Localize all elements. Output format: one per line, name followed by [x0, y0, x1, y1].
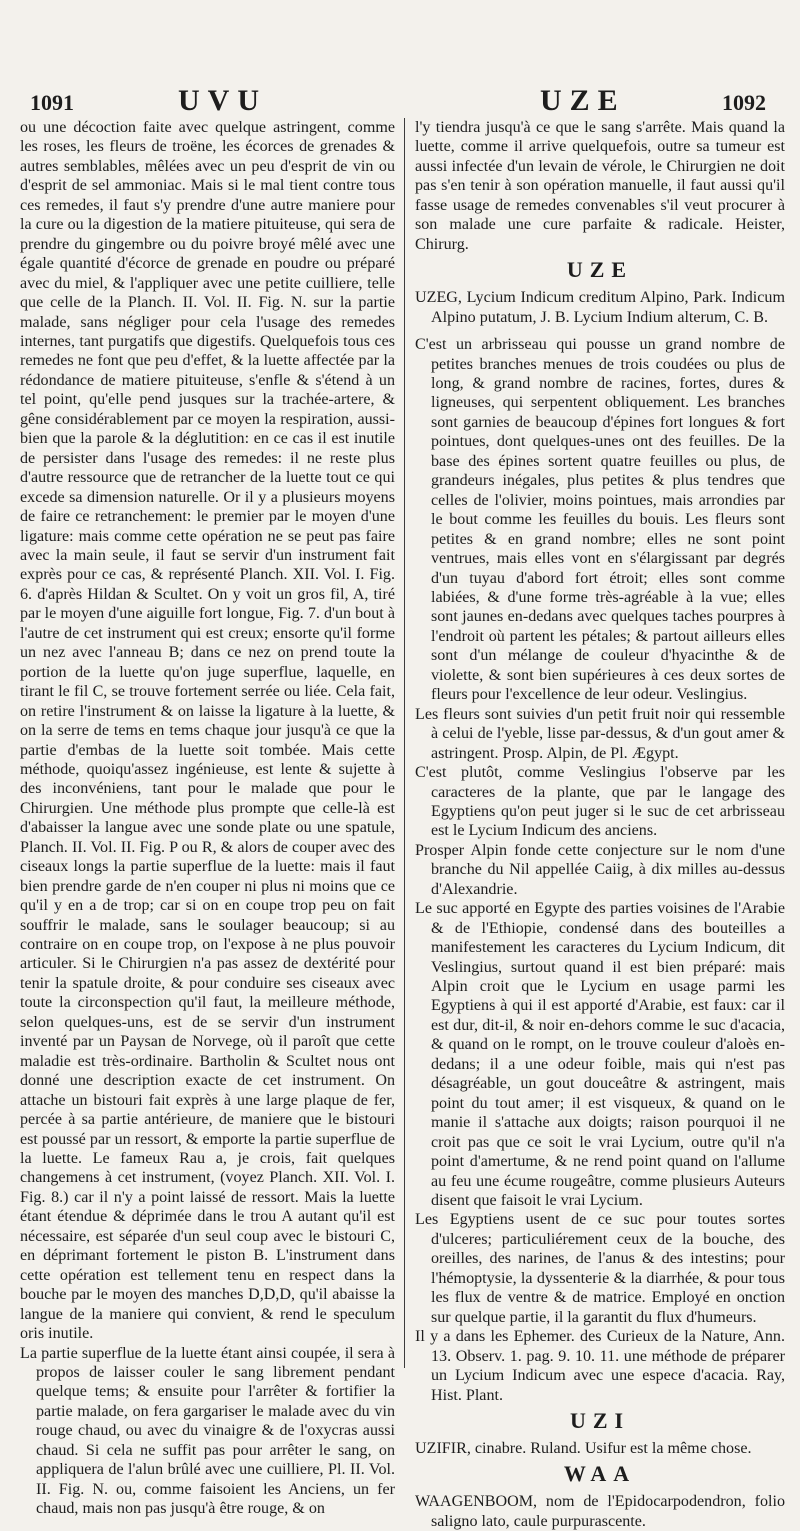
- uzeg-paragraph-5: Le suc apporté en Egypte des parties voisines de l'Arabie & de l'Ethiopie, condensé dans des bouteilles a manifestement les caracteres du Lycium Indicum, dit Veslingius, surtout quand il est bien préparé: mais Alpin croit que le Lycium en usage parmi les Egyptiens à qui il est apporté d'Arabie, est faux: car il est dur, dit-il, & noir en-dehors comme le suc d'acacia, & quand on le rompt, on le trouve couleur d'aloès en-dedans; il a une odeur foible, mais qui n'est pas désagréable, un gout douceâtre & astringent, mais point du tout amer; il est visqueux, & quand on le manie il s'attache aux doigts; raison pourquoi il ne croit pas que ce soit le vrai Lycium, outre qu'il n'a point d'amertume, & ne rend point quand on l'allume au feu une écume rougeâtre, comme plusieurs Auteurs disent que faisoit le vrai Lycium.: [415, 900, 785, 1210]
- entry-uzifir: UZIFIR, cinabre. Ruland. Usifur est la même chose.: [415, 1440, 752, 1457]
- uzeg-paragraph-2: Les fleurs sont suivies d'un petit fruit noir qui ressemble à celui de l'yeble, lisse par-dessus, & d'un gout amer & astringent. Prosp. Alpin, de Pl. Ægypt.: [415, 705, 785, 762]
- page-header: [0, 84, 800, 116]
- section-heading-uzi: UZI: [569, 1408, 631, 1433]
- column-divider: [404, 118, 405, 1368]
- right-page-number: 1092: [722, 90, 766, 115]
- uzeg-paragraph-4: Prosper Alpin fonde cette conjecture sur le nom d'une branche du Nil appellée Caiig, à dix milles au-dessus d'Alexandrie.: [415, 841, 785, 898]
- section-heading-waa: WAA: [563, 1461, 637, 1487]
- continuation-paragraph: l'y tiendra jusqu'à ce que le sang s'arrête. Mais quand la luette, comme il arrive quelquefois, outre sa tumeur est aussi infectée d'un levain de vérole, le Chirurgien ne doit pas s'en tenir à son opération manuelle, il faut aussi qu'il fasse usage de remedes convenables s'il veut procurer à son malade une cure parfaite & radicale. Heister, Chirurg.: [415, 119, 785, 253]
- left-running-head: UVU: [178, 84, 267, 117]
- entry-uzeg: UZEG, Lycium Indicum creditum Alpino, Park. Indicum Alpino putatum, J. B. Lycium Indium alterum, C. B.: [415, 289, 785, 326]
- left-paragraph-1: ou une décoction faite avec quelque astringent, comme les roses, les fleurs de troëne, les écorces de grenades & autres semblables, mêlées avec un peu d'esprit de vin ou d'esprit de sel ammoniac. Mais si le mal tient contre tous ces remedes, il faut s'y prendre d'une autre maniere pour la cure ou la digestion de la matiere pituiteuse, qui sera de prendre du gingembre ou du poivre broyé mêlé avec une égale quantité d'écorce de grenade en poudre ou préparé avec du miel, & l'appliquer avec une petite cuilliere, telle que celle de la Planch. II. Vol. II. Fig. N. sur la partie malade, sans négliger pour cela l'usage des remedes internes, tant purgatifs que digestifs. Quelquefois tous ces remedes ne font que peu d'effet, & la luette affectée par la rédondance de matiere pituiteuse, s'enfle & s'étend à un tel point, qu'elle pend jusques sur la trachée-artere, & gêne considérablement par ce moyen la respiration, aussi-bien que la parole & la déglutition: en ce cas il est inutile de persister dans l'usage des remedes: il ne reste plus d'autre ressource que de retrancher de la luette tout ce qui excede sa dimension naturelle. Or il y a plusieurs moyens de faire ce retranchement: le premier par le moyen d'une ligature: mais comme cette opération ne se peut pas faire avec la main seule, il faut se servir d'un instrument fait exprès pour ce cas, & représenté Planch. XII. Vol. I. Fig. 6. d'après Hildan & Scultet. On y voit un gros fil, A, tiré par le moyen d'une aiguille fort longue, Fig. 7. d'un bout à l'autre de cet instrument qui est creux; ensorte qu'il forme un nez avec l'anneau B; dans ce nez on prend toute la portion de la luette qu'on juge superflue, laquelle, en tirant le fil C, se trouve fortement serrée ou liée. Cela fait, on retire l'instrument & on laisse la ligature à la luette, & on la serre de tems en tems chaque jour jusqu'à ce que la partie d'embas de la luette soit tombée. Mais cette méthode, quoiqu'assez ingénieuse, est lente & sujette à des inconvéniens, tant pour le malade que pour le Chirurgien. Une méthode plus prompte que celle-là est d'abaisser la langue avec une sonde plate ou une spatule, Planch. II. Vol. II. Fig. P ou R, & alors de couper avec des ciseaux longs la partie superflue de la luette: mais il faut bien prendre garde de n'en couper ni plus ni moins que ce qu'il y en a de trop; car si on en coupe trop peu on fait souffrir le malade, sans le soulager beaucoup; si au contraire on en coupe trop, on l'expose à ne plus pouvoir articuler. Si le Chirurgien n'a pas assez de dextérité pour tenir la spatule droite, & pour conduire ses ciseaux avec toute la circonspection qu'il faut, la meilleure méthode, selon quelques-uns, est de se servir d'un instrument inventé par un Paysan de Norvege, où il paroît que cette maladie est très-ordinaire. Bartholin & Scultet nous ont donné une description exacte de cet instrument. On attache un bistouri fait exprès à une large plaque de fer, percée à sa partie antérieure, de maniere que le bistouri est poussé par un ressort, & emporte la partie superflue de la luette. Le fameux Rau a, je crois, fait quelques changemens à cet instrument, (voyez Planch. XII. Vol. I. Fig. 8.) car il n'y a point laissé de ressort. Mais la luette étant étendue & déprimée dans le trou A autant qu'il est nécessaire, est séparée d'un seul coup avec le bistouri C, en déprimant fortement le piston B. L'instrument dans cette opération est tellement tenu en respect dans la bouche par le moyen des manches D,D,D, qu'il abaisse la langue de la maniere qui convient, & rend le speculum oris inutile.: [20, 119, 395, 1343]
- left-column: [20, 118, 395, 1519]
- left-page-number: 1091: [30, 90, 74, 115]
- uzeg-paragraph-3: C'est plutôt, comme Veslingius l'observe par les caracteres de la plante, que par le langage des Egyptiens qu'on peut juger si le suc de cet arbrisseau est le Lycium Indicum des anciens.: [415, 764, 785, 840]
- uzeg-paragraph-6: Les Egyptiens usent de ce suc pour toutes sortes d'ulceres; particuliérement ceux de la bouche, des oreilles, des narines, de l'anus & des intestins; pour l'hémoptysie, la dyssenterie & la diarrhée, & pour tous les flux de ventre & de matrice. Employé en onction sur quelque partie, il la garantit du flux d'humeurs.: [415, 1211, 785, 1326]
- uzeg-paragraph-1: C'est un arbrisseau qui pousse un grand nombre de petites branches menues de trois coudées ou plus de long, & grand nombre de racines, fortes, dures & ligneuses, qui serpentent obliquement. Les branches sont garnies de beaucoup d'épines fort longues & fort pointues, dont quelques-unes ont des feuilles. De la base des épines sortent quatre feuilles ou plus, de grandeurs inégales, plus petites & plus tendres que celles de l'olivier, moins pointues, mais arrondies par le bout comme les feuilles du bouis. Les fleurs sont petites & en grand nombre; elles ne sont point ventrues, mais elles vont en s'élargissant par degrés d'un tuyau d'abord fort étroit; elles sont comme labiées, & d'une forme très-agréable à la vue; elles sont jaunes en-dedans avec quelques taches pourpres à l'endroit où partent les pétales; & partout ailleurs elles sont d'un mélange de couleur d'hyacinthe & de violette, & sont bien supérieures à ces deux sortes de fleurs pour l'excellence de leur odeur. Veslingius.: [415, 336, 785, 704]
- uzeg-paragraph-7: Il y a dans les Ephemer. des Curieux de la Nature, Ann. 13. Observ. 1. pag. 9. 10. 11. une méthode de préparer un Lycium Indicum avec une espece d'acacia. Ray, Hist. Plant.: [415, 1328, 785, 1404]
- section-heading-uze: UZE: [566, 257, 634, 283]
- entry-waagenboom: WAAGENBOOM, nom de l'Epidocarpodendron, folio saligno lato, caule purpurascente.: [415, 1493, 785, 1530]
- left-paragraph-2: La partie superflue de la luette étant ainsi coupée, il sera à propos de laisser couler le sang librement pendant quelque tems; & ensuite pour l'arrêter & fortifier la partie malade, on fera gargariser le malade avec du vin rouge chaud, ou avec du vinaigre & de l'oxycras aussi chaud. Si cela ne suffit pas pour arrêter le sang, on appliquera de l'alun brûlé avec une cuilliere, Pl. II. Vol. II. Fig. N. ou, comme faisoient les Anciens, un fer chaud, mais non pas jusqu'à être rouge, & on: [20, 1344, 395, 1518]
- right-running-head: UZE: [540, 84, 626, 117]
- right-column: [415, 118, 785, 1531]
